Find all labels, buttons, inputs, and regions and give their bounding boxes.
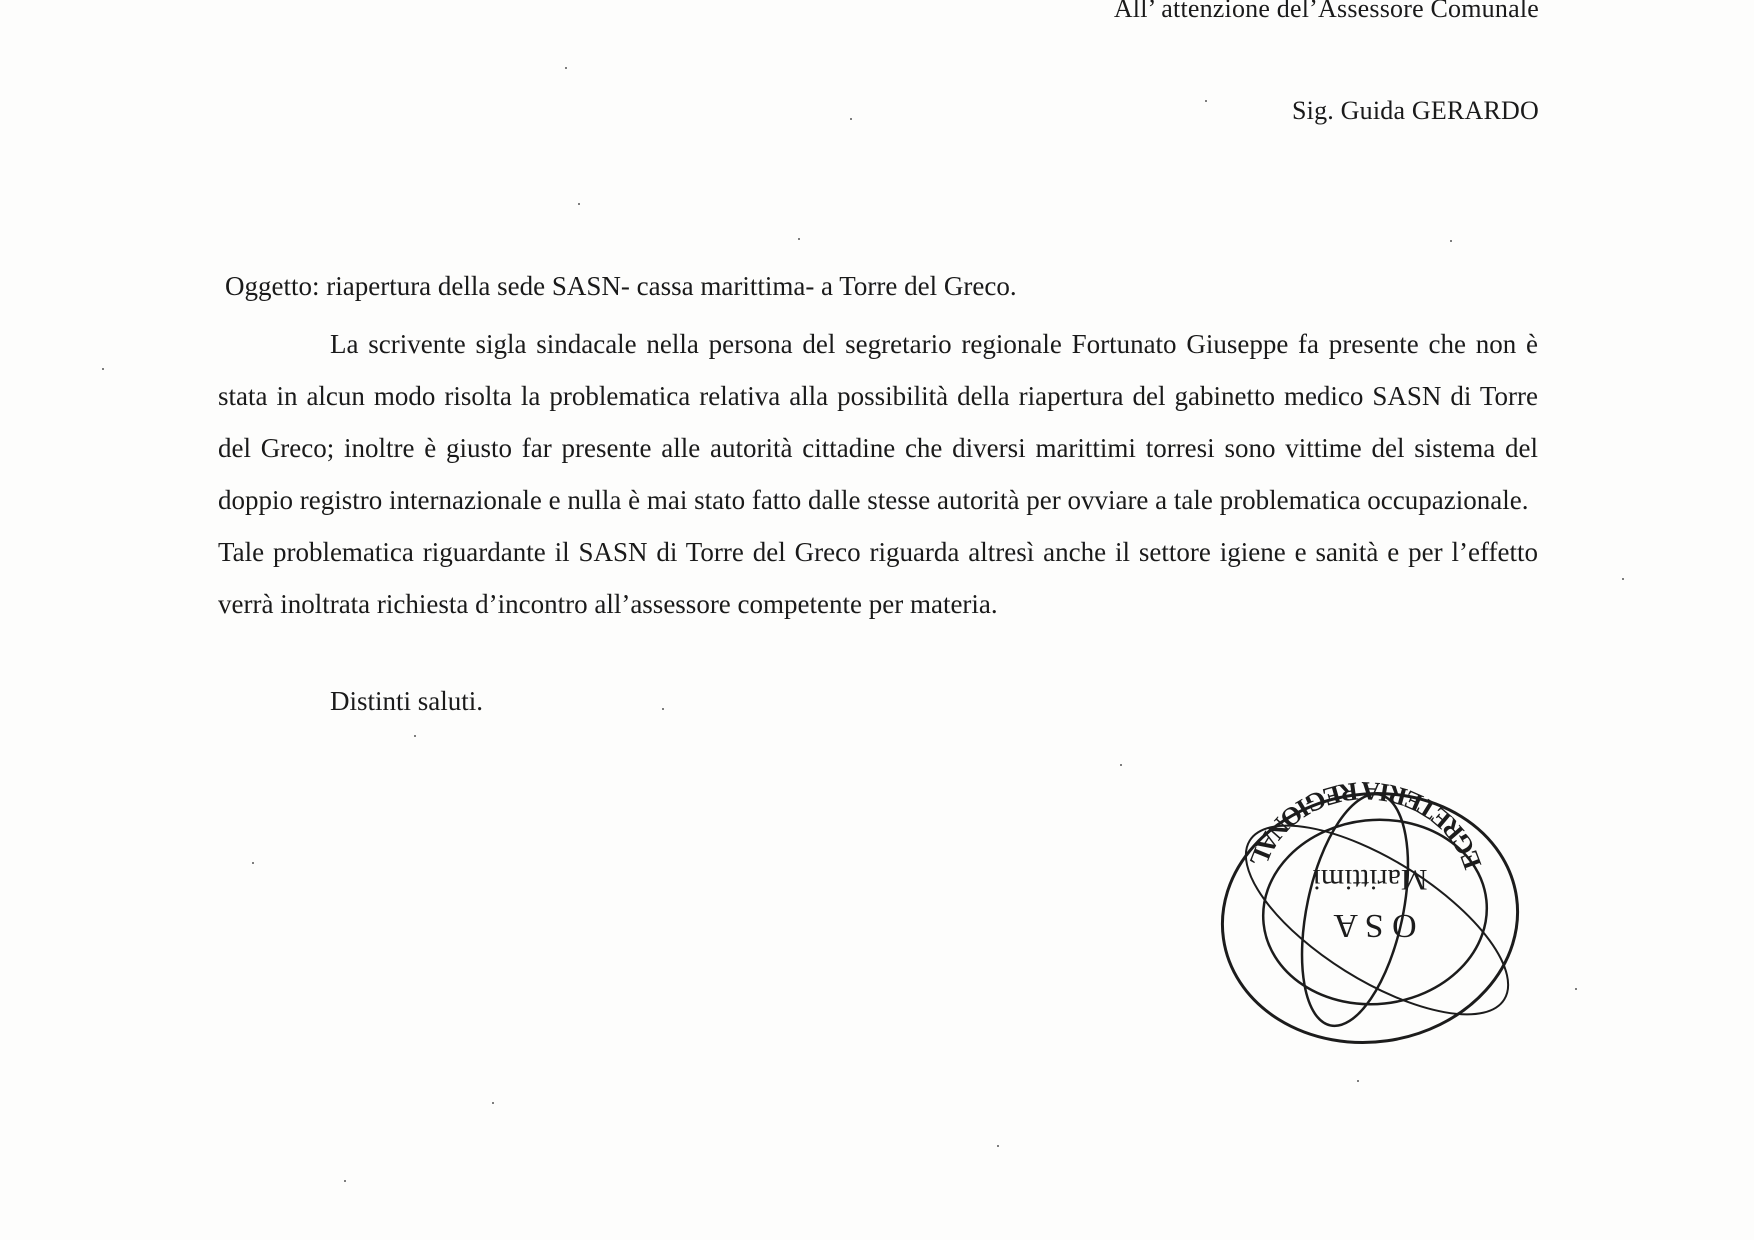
stamp-inner-text: Marittimi bbox=[1312, 863, 1428, 896]
scan-speck bbox=[492, 1102, 494, 1104]
closing-salutation: Distinti saluti. bbox=[330, 686, 484, 716]
scan-speck bbox=[1575, 988, 1577, 990]
scan-speck bbox=[798, 238, 800, 240]
scan-speck bbox=[1450, 240, 1452, 242]
scan-speck bbox=[252, 862, 254, 864]
scan-speck bbox=[662, 708, 664, 710]
union-stamp bbox=[1205, 770, 1535, 1060]
scan-speck bbox=[565, 67, 567, 69]
scan-speck bbox=[1120, 764, 1122, 766]
scan-speck bbox=[997, 1145, 999, 1147]
scan-speck bbox=[850, 118, 852, 120]
scan-speck bbox=[1622, 578, 1624, 580]
scan-speck bbox=[1205, 100, 1207, 102]
stamp-lettering bbox=[1244, 776, 1535, 1060]
body-paragraph-1: La scrivente sigla sindacale nella persona del segretario regionale Fortunato Giuseppe fa presente che non è stata in alcun modo risolta la problematica relativa alla possibilità della riapertura del gabinetto medico SASN di Torre del Greco; inoltre è giusto far presente alle autorità cittadine che diversi marittimi torresi sono vittime del sistema del doppio registro internazionale e nulla è mai stato fatto dalle stesse autorità per ovviare a tale problematica occupazionale. bbox=[218, 329, 1538, 515]
addressee-line-1: All’ attenzione del’Assessore Comunale bbox=[1113, 0, 1539, 23]
scan-speck bbox=[1357, 1080, 1359, 1082]
scan-speck bbox=[344, 1180, 346, 1182]
stamp-letters: O S A bbox=[1333, 907, 1417, 944]
subject-line: Oggetto: riapertura della sede SASN- cassa marittima- a Torre del Greco. bbox=[225, 271, 1017, 301]
body-paragraph-2: Tale problematica riguardante il SASN di Torre del Greco riguarda altresì anche il settore igiene e sanità e per l’effetto verrà inoltrata richiesta d’incontro all’assessore competente per materia. bbox=[218, 537, 1538, 619]
addressee-name: Sig. Guida GERARDO bbox=[1292, 96, 1539, 125]
scan-speck bbox=[414, 735, 416, 737]
scan-speck bbox=[578, 203, 580, 205]
stamp-ring-text: EGRETERIA REGIONAL bbox=[1243, 776, 1488, 874]
scan-speck bbox=[102, 368, 104, 370]
letter-body bbox=[218, 318, 1538, 630]
